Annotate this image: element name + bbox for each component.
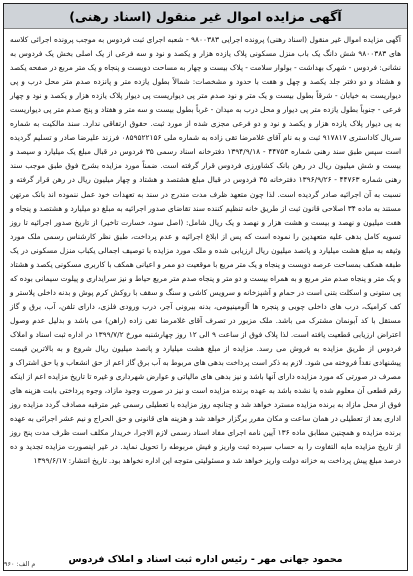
notice-body: آگهی مزایده اموال غیر منقول (اسناد رهنی) پرونده اجرایی ۹۸۰۰۳۸۳ - شعبه اجرای ثبت فردوس به موجب پرونده اجرائی کلاسه های ۹۸۰۰۳۸۳ شش دانگ یک باب منزل مسکونی پلاک یازده هزار و یکصد و نود و سه فرعی از یک اصلی بخش یک فردوس به نشانی: فردوس - شهرک بهداشت - بولوار سلامت - پلاک بیست و چهار به مساحت دویست و پنجاه و یک متر مربع در صفحه یکصد و هشتاد و دو دفتر جلد یکصد و چهل و هفت با حدود و مشخصات: شمالاً بطول یازده متر و پانزده صدم متر محل درب و پی دیواریست به خیابان - شرقاً بطول بیست و یک متر و نود صدم متر پی دیواریست پی دیوار پلاک یازده هزار و یکصد و نود و چهار فرعی - جنوباً بطول یازده متر پی دیوار و محل درب به میدان - غرباً بطول بیست و سه متر و هفتاد و پنج صدم متر پی دیواریست به پی دیوار پلاک یازده هزار و یکصد و نود و دو فرعی مجزی شده از مورد ثبت. حقوق ارتفاقی ندارد. سند مالکیت به شماره سریال کاداستری ۹۱۷۸۱۷ ثبت و به نام آقای غلامرضا تقی زاده به شماره ملی ۰۸۵۹۵۲۲۱۵۶ فرزند علیرضا صادر و تسلیم گردیده است سپس طبق سند رهنی شماره ۴۴۷۵۳ - ۱۳۹۴/۹/۱۸ دفترخانه اسناد رسمی ۳۵ فردوس در قبال مبلغ یک میلیارد و سیصد و بیست و شش میلیون ریال در رهن بانک کشاورزی فردوس قرار گرفته است. ضمناً مورد مزایده بشرح فوق طبق موجب سند رهنی شماره ۴۴۷۶۳ - ۱۳۹۶/۹/۲۶ دفترخانه ۳۵ فردوس در قبال مبلغ هشتصد و هشتاد و چهار میلیون ریال در رهن قرار گرفته و نسبت به آن اجرائیه صادر گردیده است. لذا چون متعهد ظرف مدت مندرج در سند به تعهدات خود عمل ننموده اند بانک مرتهن مستند به ماده ۳۴ اصلاحی قانون ثبت از طریق خانه تنظیم کننده سند تقاضای صدور اجرائیه به مبلغ دو میلیارد و هشتصد و پنجاه و هفت میلیون و نهصد و بیست و هشت هزار و نهصد و یک ریال شامل: (اصل سود، خسارت تاخیر) از تاریخ صدور اجرائیه تا روز تسویه کامل بدهی علیه متعهدین را نموده است که پس از ابلاغ اجرائیه و عدم پرداخت، طبق نظر کارشناس رسمی ملک مورد وثیقه به مبلغ هشت میلیارد و پانصد میلیون ریال ارزیابی شده و ملک مورد مزایده با توصیف اجمالی یکباب منزل مسکونی در یک طبقه همکف بمساحت عرصه دویست و پنجاه و یک متر مربع با موقعیت دو ممر و اعیانی همکف با کاربری مسکونی یکصد و هشتاد و یک متر و پنجاه صدم متر مربع و به همراه بیست و دو متر و پنجاه صدم متر مربع حیاط و نیز سرایداری و پیلوت سیمانی بوده که پی ستونی و اسکلت بتنی است در حمام و آشپزخانه و سرویس کاشی و سنگ و سقف با روکش کرم پوش و بدنه داخلی پلاستر و کف کرامیک، درب های داخلی چوبی و پنجره ها آلومینیومی، بدنه بیرونی آجر، درب ورودی فلزی، دارای تلفن، آب، برق و گاز مستقل با کد آبونمان مشترک می باشد. ملک مزبور در تصرف آقای غلامرضا تقی زاده (راهن) می باشد و بدلیل عدم وصول اعتراض ارزیابی قطعیت یافته است. لذا پلاک فوق از ساعت ۹ الی ۱۲ روز چهارشنبه مورخ ۱۳۹۹/۷/۲ در اداره ثبت اسناد و املاک فردوس از طریق مزایده به فروش می رسد. مزایده از مبلغ هشت میلیارد و پانصد میلیون ریال شروع و به بالاترین قیمت پیشنهادی نقداً فروخته می شود. لازم به ذکر است پرداخت بدهی های مربوط به آب برق گاز اعم از حق انشعاب و یا حق اشتراک و مصرف در صورتی که مورد مزایده دارای آنها باشد و نیز بدهی های مالیاتی و عوارض شهرداری و غیره تا تاریخ مزایده اعم از اینکه رقم قطعی آن معلوم شده یا نشده باشد به عهده برنده مزایده است و نیز در صورت وجود مازاد، وجوه پرداختی بابت هزینه های فوق از محل مازاد به برنده مزایده مسترد خواهد شد و چنانچه روز مزایده با تعطیلی رسمی غیر مترقبه مصادف گردد مزایده روز اداری بعد از تعطیلی در همان ساعت و مکان مقرر برگزار خواهد شد و هزینه های قانونی و حق الحراج و نیم عشر اجرائی به عهده برنده مزایده و همچنین مطابق ماده ۱۳۶ آیین نامه اجرای مفاد اسناد رسمی لازم الاجرا، خریدار مکلف است ظرف مدت پنج روز از تاریخ مزایده مابه التفاوت را به حساب سپرده ثبت واریز و فیش مربوطه را تحویل نماید. در غیر اینصورت مزایده تجدید و ده درصد مبلغ پیش پرداخت به خزانه دولت واریز خواهد شد و مسئولیتی متوجه این اداره نخواهد بود. تاریخ انتشار: ۱۳۹۹/۶/۱۷: [10, 35, 402, 466]
notice-title: آگهی مزایده اموال غیر منقول (اسناد رهنی): [69, 8, 342, 24]
notice-ref-number: م الف: ۹۶۰: [4, 560, 36, 568]
notice-frame: [3, 3, 408, 571]
notice-title-bar: [4, 4, 407, 29]
notice-signature: محمود جهانی مهر - رئیس اداره ثبت اسناد و املاک فردوس: [68, 554, 343, 565]
